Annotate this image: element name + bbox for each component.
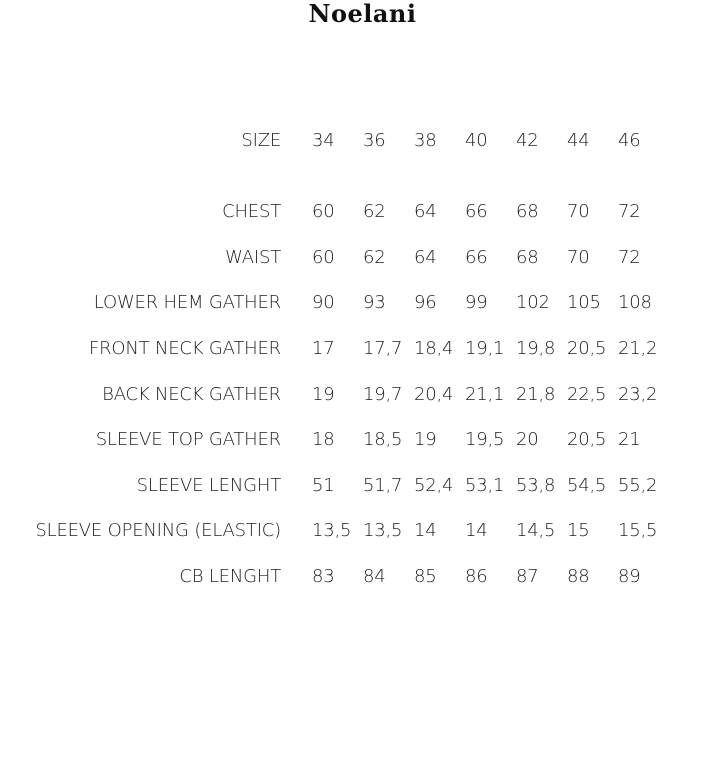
- size-chart-table: [0, 118, 669, 599]
- table-cell: 51,7: [363, 474, 403, 496]
- table-cell: 15,5: [618, 520, 658, 542]
- size-header-label: SIZE: [241, 130, 281, 151]
- size-header-cell: 36: [363, 130, 386, 151]
- size-header-cell: 34: [312, 130, 335, 151]
- size-header-row: [0, 118, 669, 163]
- size-header-cell: 40: [465, 130, 488, 151]
- table-cell: 19: [312, 383, 335, 405]
- size-header-cell: 42: [516, 130, 539, 151]
- table-cell: 20: [516, 429, 539, 451]
- table-cell: 83: [312, 566, 335, 588]
- table-cell: 53,1: [465, 474, 505, 496]
- table-cell: 17: [312, 338, 335, 360]
- table-row: [0, 235, 669, 281]
- table-row: [0, 417, 669, 463]
- table-cell: 18,4: [414, 338, 454, 360]
- table-cell: 90: [312, 292, 335, 314]
- table-cell: 88: [567, 566, 590, 588]
- table-cell: 21,2: [618, 338, 658, 360]
- row-label: FRONT NECK GATHER: [88, 338, 281, 360]
- table-cell: 64: [414, 201, 437, 223]
- header-spacer: [0, 163, 669, 189]
- row-label: SLEEVE LENGHT: [136, 474, 281, 496]
- table-cell: 86: [465, 566, 488, 588]
- row-label: SLEEVE OPENING (ELASTIC): [35, 520, 281, 542]
- table-cell: 53,8: [516, 474, 556, 496]
- table-cell: 21,8: [516, 383, 556, 405]
- table-cell: 70: [567, 246, 590, 268]
- row-label: LOWER HEM GATHER: [93, 292, 281, 314]
- row-label: BACK NECK GATHER: [102, 383, 281, 405]
- table-cell: 72: [618, 201, 641, 223]
- table-cell: 14: [414, 520, 437, 542]
- table-cell: 70: [567, 201, 590, 223]
- table-cell: 19,5: [465, 429, 505, 451]
- row-label: CHEST: [222, 201, 281, 223]
- table-cell: 54,5: [567, 474, 607, 496]
- row-label: CB LENGHT: [179, 566, 281, 588]
- table-cell: 14: [465, 520, 488, 542]
- table-cell: 89: [618, 566, 641, 588]
- table-row: [0, 554, 669, 600]
- table-cell: 55,2: [618, 474, 658, 496]
- table-cell: 87: [516, 566, 539, 588]
- table-cell: 60: [312, 246, 335, 268]
- table-cell: 20,5: [567, 429, 607, 451]
- table-cell: 108: [618, 292, 652, 314]
- table-cell: 99: [465, 292, 488, 314]
- table-cell: 66: [465, 246, 488, 268]
- table-cell: 20,5: [567, 338, 607, 360]
- table-row: [0, 326, 669, 372]
- table-cell: 93: [363, 292, 386, 314]
- size-header-cell: 44: [567, 130, 590, 151]
- table-cell: 14,5: [516, 520, 556, 542]
- table-cell: 60: [312, 201, 335, 223]
- table-cell: 68: [516, 201, 539, 223]
- table-cell: 21: [618, 429, 641, 451]
- table-cell: 68: [516, 246, 539, 268]
- table-cell: 62: [363, 201, 386, 223]
- table-cell: 19,8: [516, 338, 556, 360]
- table-cell: 18,5: [363, 429, 403, 451]
- table-cell: 62: [363, 246, 386, 268]
- table-row: [0, 189, 669, 235]
- table-cell: 20,4: [414, 383, 454, 405]
- table-cell: 17,7: [363, 338, 403, 360]
- brand-logo: Noelani: [308, 0, 417, 28]
- table-cell: 96: [414, 292, 437, 314]
- table-row: [0, 508, 669, 554]
- table-cell: 66: [465, 201, 488, 223]
- table-cell: 13,5: [363, 520, 403, 542]
- table-cell: 19,7: [363, 383, 403, 405]
- table-cell: 85: [414, 566, 437, 588]
- table-cell: 52,4: [414, 474, 454, 496]
- table-cell: 19,1: [465, 338, 505, 360]
- table-row: [0, 280, 669, 326]
- table-cell: 51: [312, 474, 335, 496]
- size-header-cell: 38: [414, 130, 437, 151]
- table-cell: 102: [516, 292, 550, 314]
- table-row: [0, 463, 669, 509]
- table-cell: 22,5: [567, 383, 607, 405]
- table-cell: 15: [567, 520, 590, 542]
- size-header-cell: 46: [618, 130, 641, 151]
- row-label: SLEEVE TOP GATHER: [95, 429, 281, 451]
- table-row: [0, 371, 669, 417]
- table-cell: 23,2: [618, 383, 658, 405]
- table-cell: 84: [363, 566, 386, 588]
- table-cell: 72: [618, 246, 641, 268]
- table-cell: 105: [567, 292, 601, 314]
- row-label: WAIST: [225, 246, 281, 268]
- table-cell: 21,1: [465, 383, 505, 405]
- table-cell: 64: [414, 246, 437, 268]
- table-cell: 18: [312, 429, 335, 451]
- table-cell: 13,5: [312, 520, 352, 542]
- table-cell: 19: [414, 429, 437, 451]
